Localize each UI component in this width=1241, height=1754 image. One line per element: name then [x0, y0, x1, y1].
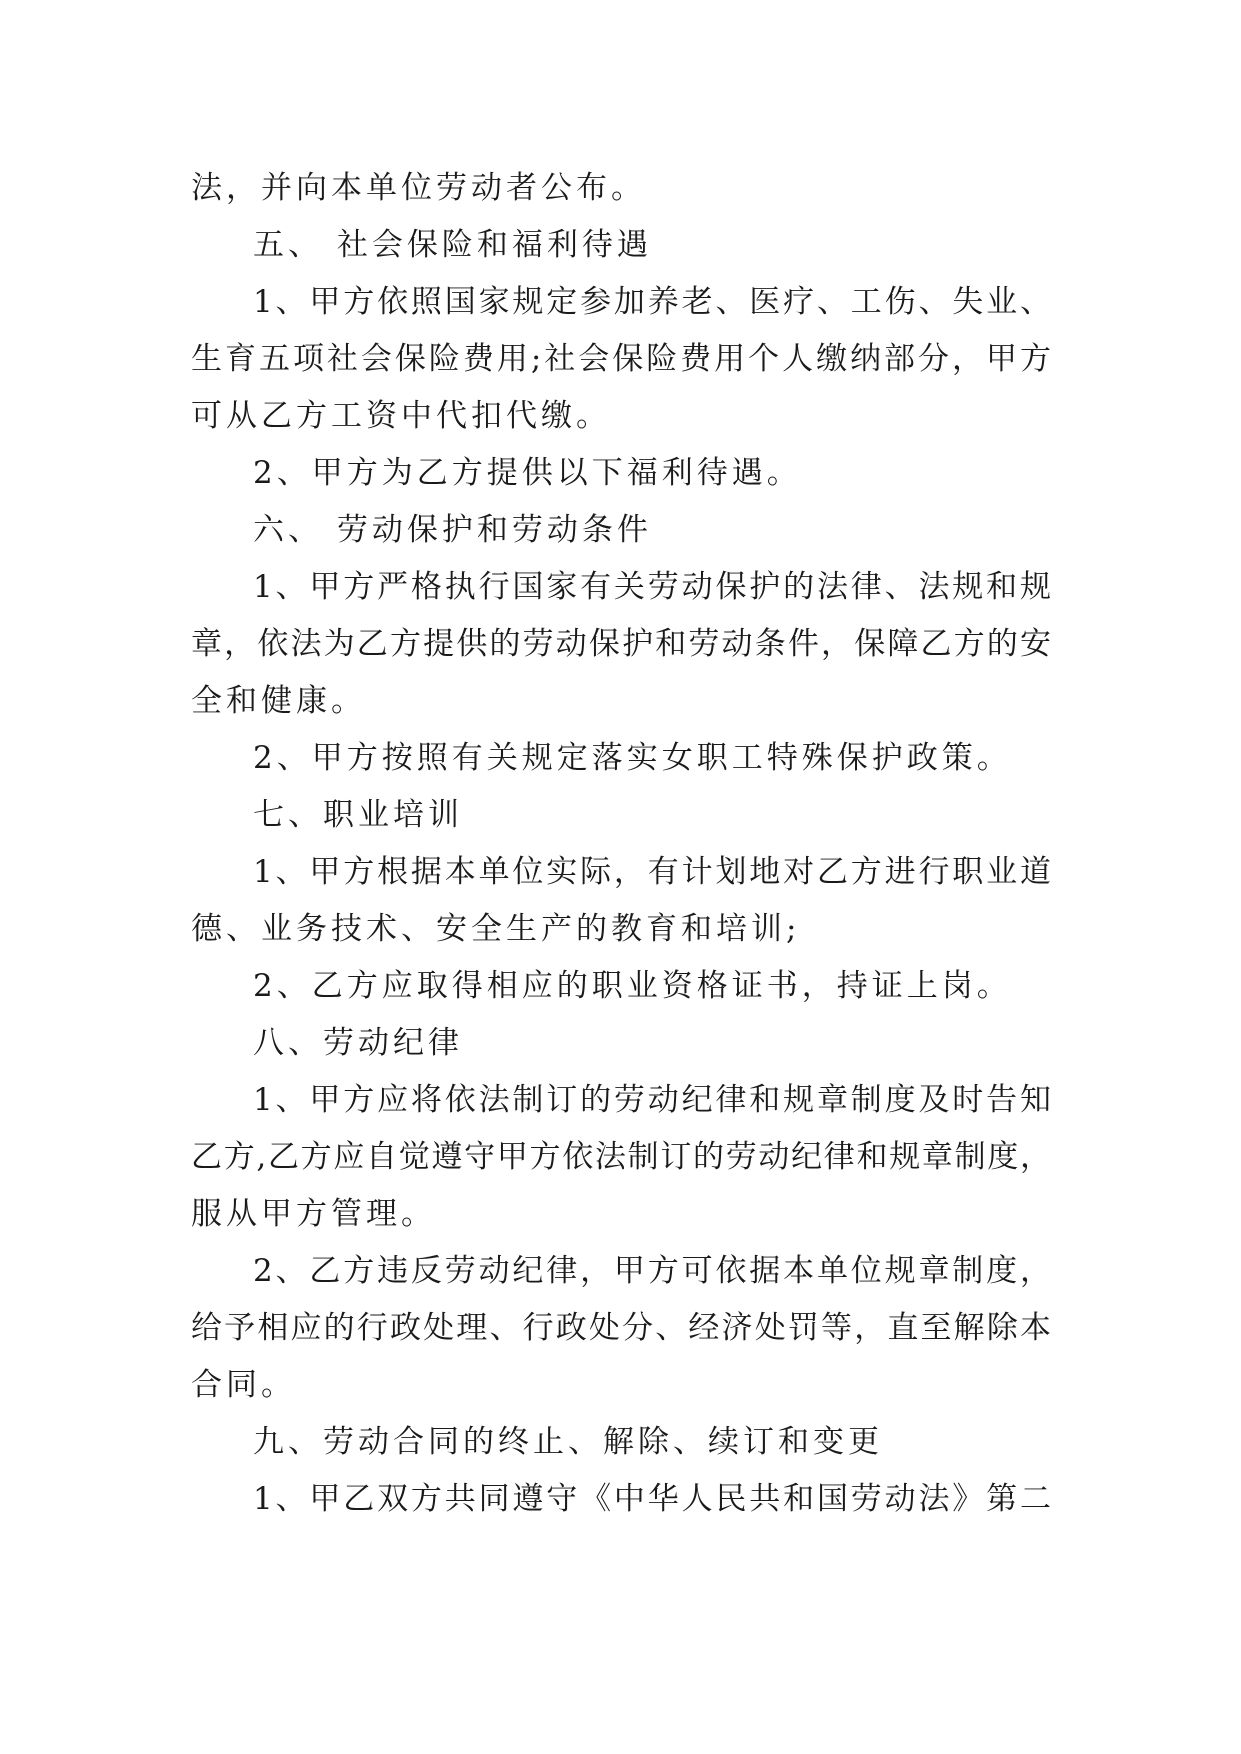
text-line-22: 合同。: [191, 1367, 296, 1403]
section-heading-9: 九、劳动合同的终止、解除、续订和变更: [253, 1424, 883, 1460]
text-line-6: 2、甲方为乙方提供以下福利待遇。: [253, 455, 802, 491]
text-line-9: 章，依法为乙方提供的劳动保护和劳动条件，保障乙方的安: [191, 626, 1051, 662]
text-line-19: 服从甲方管理。: [191, 1196, 436, 1232]
text-line-4: 生育五项社会保险费用;社会保险费用个人缴纳部分，甲方: [191, 341, 1051, 377]
text-line-24: 1、甲乙双方共同遵守《中华人民共和国劳动法》第二: [253, 1481, 1051, 1517]
text-line-10: 全和健康。: [191, 683, 366, 719]
section-heading-7: 七、职业培训: [253, 797, 463, 833]
text-line-1: 法，并向本单位劳动者公布。: [191, 170, 646, 206]
text-line-3: 1、甲方依照国家规定参加养老、医疗、工伤、失业、: [253, 284, 1051, 320]
section-heading-8: 八、劳动纪律: [253, 1025, 463, 1061]
text-line-20: 2、乙方违反劳动纪律，甲方可依据本单位规章制度，: [253, 1253, 1051, 1289]
section-heading-5: 五、 社会保险和福利待遇: [253, 227, 652, 263]
text-line-11: 2、甲方按照有关规定落实女职工特殊保护政策。: [253, 740, 1012, 776]
text-line-17: 1、甲方应将依法制订的劳动纪律和规章制度及时告知: [253, 1082, 1051, 1118]
text-line-8: 1、甲方严格执行国家有关劳动保护的法律、法规和规: [253, 569, 1051, 605]
text-line-5: 可从乙方工资中代扣代缴。: [191, 398, 611, 434]
text-line-18: 乙方,乙方应自觉遵守甲方依法制订的劳动纪律和规章制度，: [191, 1139, 1051, 1175]
text-line-21: 给予相应的行政处理、行政处分、经济处罚等，直至解除本: [191, 1310, 1051, 1346]
text-line-14: 德、业务技术、安全生产的教育和培训;: [191, 911, 801, 947]
section-heading-6: 六、 劳动保护和劳动条件: [253, 512, 652, 548]
text-line-15: 2、乙方应取得相应的职业资格证书，持证上岗。: [253, 968, 1012, 1004]
text-line-13: 1、甲方根据本单位实际，有计划地对乙方进行职业道: [253, 854, 1051, 890]
